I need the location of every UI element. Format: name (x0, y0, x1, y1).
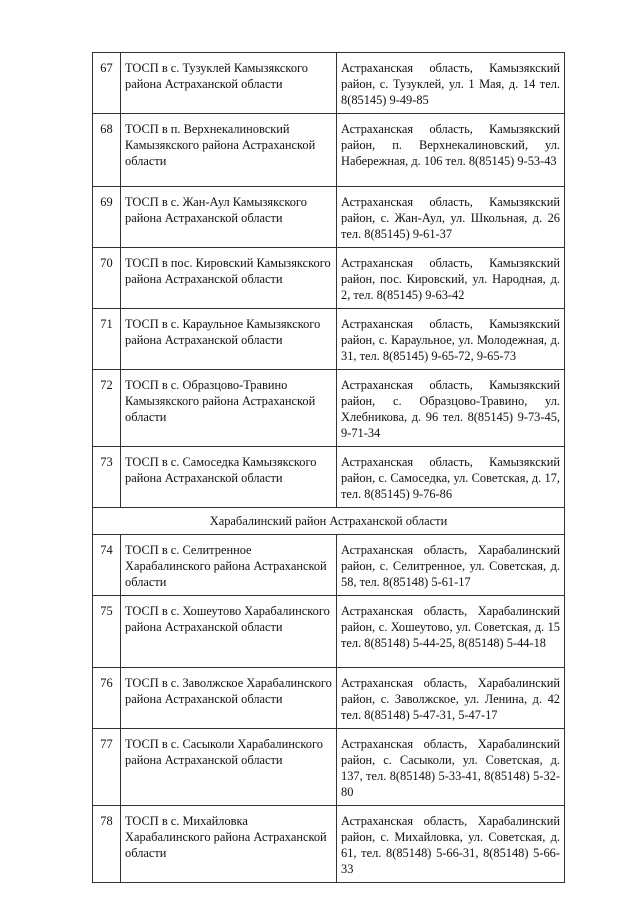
office-address: Астраханская область, Харабалинский район, с. Заволжское, ул. Ленина, д. 42 тел. 8(85148) 5-47-31, 5-47-17 (337, 668, 565, 729)
table-row (93, 806, 565, 883)
office-address: Астраханская область, Харабалинский район, с. Михайловка, ул. Советская, д. 61, тел. 8(85148) 5-66-31, 8(85148) 5-66-33 (337, 806, 565, 883)
table-row (93, 668, 565, 729)
office-address: Астраханская область, Харабалинский район, с. Сасыколи, ул. Советская, д. 137, тел. 8(85148) 5-33-41, 8(85148) 5-32-80 (337, 729, 565, 806)
office-name: ТОСП в с. Хошеутово Харабалинского района Астраханской области (121, 596, 337, 668)
office-name: ТОСП в с. Образцово-Травино Камызякского района Астраханской области (121, 370, 337, 447)
offices-table (92, 52, 565, 883)
table-row (93, 53, 565, 114)
row-number: 68 (93, 114, 121, 187)
row-number: 77 (93, 729, 121, 806)
table-row (93, 729, 565, 806)
office-address: Астраханская область, Камызякский район, с. Тузуклей, ул. 1 Мая, д. 14 тел. 8(85145) 9-49-85 (337, 53, 565, 114)
row-number: 67 (93, 53, 121, 114)
office-address: Астраханская область, Харабалинский район, с. Хошеутово, ул. Советская, д. 15 тел. 8(85148) 5-44-25, 8(85148) 5-44-18 (337, 596, 565, 668)
table-row (93, 370, 565, 447)
office-address: Астраханская область, Камызякский район, с. Караульное, ул. Молодежная, д. 31, тел. 8(85145) 9-65-72, 9-65-73 (337, 309, 565, 370)
section-header-row (93, 508, 565, 535)
table-row (93, 248, 565, 309)
row-number: 69 (93, 187, 121, 248)
office-name: ТОСП в с. Самоседка Камызякского района Астраханской области (121, 447, 337, 508)
office-address: Астраханская область, Камызякский район, с. Жан-Аул, ул. Школьная, д. 26 тел. 8(85145) 9-61-37 (337, 187, 565, 248)
row-number: 78 (93, 806, 121, 883)
row-number: 71 (93, 309, 121, 370)
section-title: Харабалинский район Астраханской области (93, 508, 565, 535)
row-number: 74 (93, 535, 121, 596)
office-address: Астраханская область, Харабалинский район, с. Селитренное, ул. Советская, д. 58, тел. 8(85148) 5-61-17 (337, 535, 565, 596)
row-number: 73 (93, 447, 121, 508)
office-address: Астраханская область, Камызякский район, с. Образцово-Травино, ул. Хлебникова, д. 96 тел. 8(85145) 9-73-45, 9-71-34 (337, 370, 565, 447)
office-name: ТОСП в с. Караульное Камызякского района Астраханской области (121, 309, 337, 370)
office-name: ТОСП в с. Тузуклей Камызякского района Астраханской области (121, 53, 337, 114)
row-number: 72 (93, 370, 121, 447)
row-number: 70 (93, 248, 121, 309)
office-address: Астраханская область, Камызякский район, с. Самоседка, ул. Советская, д. 17, тел. 8(85145) 9-76-86 (337, 447, 565, 508)
office-name: ТОСП в п. Верхнекалиновский Камызякского района Астраханской области (121, 114, 337, 187)
office-name: ТОСП в пос. Кировский Камызякского района Астраханской области (121, 248, 337, 309)
office-name: ТОСП в с. Селитренное Харабалинского района Астраханской области (121, 535, 337, 596)
row-number: 76 (93, 668, 121, 729)
table-row (93, 535, 565, 596)
office-name: ТОСП в с. Сасыколи Харабалинского района Астраханской области (121, 729, 337, 806)
office-address: Астраханская область, Камызякский район, пос. Кировский, ул. Народная, д. 2, тел. 8(85145) 9-63-42 (337, 248, 565, 309)
office-name: ТОСП в с. Михайловка Харабалинского района Астраханской области (121, 806, 337, 883)
table-row (93, 596, 565, 668)
table-row (93, 447, 565, 508)
office-name: ТОСП в с. Жан-Аул Камызякского района Астраханской области (121, 187, 337, 248)
office-name: ТОСП в с. Заволжское Харабалинского района Астраханской области (121, 668, 337, 729)
table-row (93, 114, 565, 187)
row-number: 75 (93, 596, 121, 668)
office-address: Астраханская область, Камызякский район, п. Верхнекалиновский, ул. Набережная, д. 106 тел. 8(85145) 9-53-43 (337, 114, 565, 187)
table-row (93, 187, 565, 248)
table-row (93, 309, 565, 370)
